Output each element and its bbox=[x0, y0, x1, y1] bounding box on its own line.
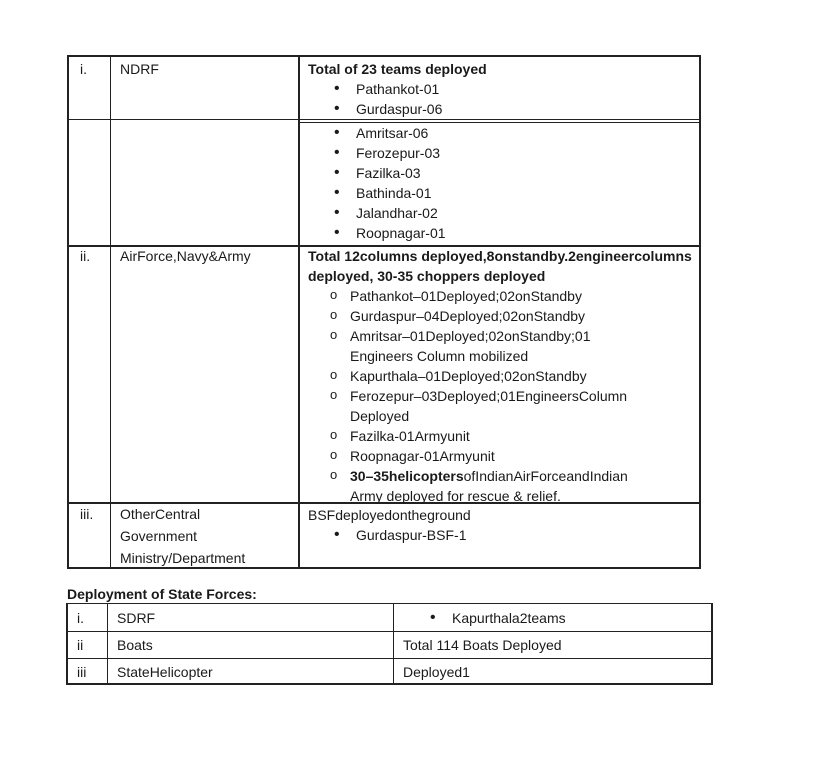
list-item: • Bathinda-01 bbox=[356, 183, 446, 203]
row-divider bbox=[68, 658, 711, 659]
column-divider bbox=[298, 57, 300, 567]
list-item-line: Army deployed for rescue & relief. bbox=[350, 488, 561, 504]
row-number: i. bbox=[77, 610, 84, 626]
row-divider bbox=[69, 119, 699, 120]
list-item: o Kapurthala–01Deployed;02onStandby bbox=[350, 366, 628, 386]
list-item: • Ferozepur-03 bbox=[356, 143, 446, 163]
agency-name: NDRF bbox=[120, 61, 159, 77]
row-number: iii bbox=[77, 664, 87, 680]
list-item: o Pathankot–01Deployed;02onStandby bbox=[350, 286, 628, 306]
row-number: ii. bbox=[80, 248, 91, 264]
deployment-summary: deployed, 30-35 choppers deployed bbox=[308, 268, 546, 284]
list-item-bold: 30–35helicopters bbox=[350, 468, 464, 484]
agency-name: AirForce,Navy&Army bbox=[120, 248, 251, 264]
deployment-summary: BSFdeployedontheground bbox=[308, 507, 471, 523]
list-item-line: o Ferozepur–03Deployed;01EngineersColumn bbox=[350, 388, 628, 404]
district-list bbox=[356, 123, 446, 243]
list-item: • Pathankot-01 bbox=[356, 79, 442, 99]
column-divider bbox=[107, 604, 108, 683]
district-list bbox=[356, 79, 442, 119]
row-number: i. bbox=[80, 61, 87, 77]
list-item-text: ofIndianAirForceandIndian bbox=[463, 468, 628, 484]
column-divider bbox=[393, 604, 394, 683]
district-list bbox=[356, 525, 466, 545]
list-item: • Gurdaspur-06 bbox=[356, 99, 442, 119]
force-name: StateHelicopter bbox=[117, 664, 213, 680]
list-item: • Fazilka-03 bbox=[356, 163, 446, 183]
deployment-summary: Total 12columns deployed,8onstandby.2engineercolumns bbox=[308, 248, 692, 264]
force-value: Total 114 Boats Deployed bbox=[403, 637, 562, 653]
list-item: • Jalandhar-02 bbox=[356, 203, 446, 223]
list-item-line: Engineers Column mobilized bbox=[350, 348, 529, 364]
force-value: Deployed1 bbox=[403, 664, 470, 680]
list-item: • Gurdaspur-BSF-1 bbox=[356, 525, 466, 545]
agency-name: OtherCentral bbox=[120, 506, 201, 522]
list-item-line: Deployed bbox=[350, 408, 410, 424]
list-item bbox=[350, 466, 628, 506]
list-item: o Fazilka-01Armyunit bbox=[350, 426, 628, 446]
agency-name: Government bbox=[120, 528, 198, 544]
force-name: Boats bbox=[117, 637, 153, 653]
list-item: • Amritsar-06 bbox=[356, 123, 446, 143]
list-item: o Roopnagar-01Armyunit bbox=[350, 446, 628, 466]
unit-list bbox=[350, 286, 628, 506]
list-item: • Roopnagar-01 bbox=[356, 223, 446, 243]
agency-name: Ministry/Department bbox=[120, 550, 246, 566]
list-item bbox=[350, 326, 628, 366]
state-forces-heading: Deployment of State Forces: bbox=[67, 586, 257, 602]
column-divider bbox=[110, 57, 111, 567]
list-item: • Kapurthala2teams bbox=[452, 608, 566, 628]
list-item-line: o Amritsar–01Deployed;02onStandby;01 bbox=[350, 328, 591, 344]
force-value-list bbox=[452, 608, 566, 628]
central-forces-table bbox=[67, 55, 701, 569]
state-forces-table bbox=[66, 603, 713, 685]
row-divider bbox=[68, 631, 711, 632]
list-item bbox=[350, 386, 628, 426]
deployment-summary: Total of 23 teams deployed bbox=[308, 61, 487, 77]
list-item: o Gurdaspur–04Deployed;02onStandby bbox=[350, 306, 628, 326]
row-number: iii. bbox=[80, 506, 94, 522]
row-number: ii bbox=[77, 637, 84, 653]
force-name: SDRF bbox=[117, 610, 156, 626]
